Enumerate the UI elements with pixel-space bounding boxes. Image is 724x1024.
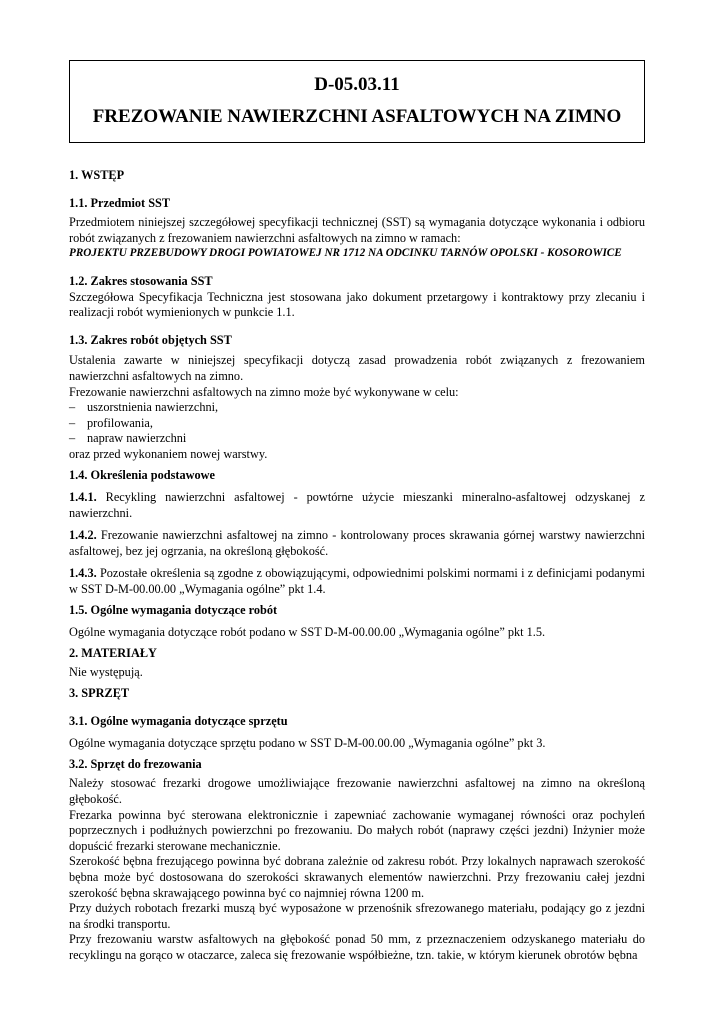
list-item-text: profilowania,: [87, 415, 153, 430]
definition-number: 1.4.2.: [69, 528, 97, 543]
paragraph-3-2-d: Przy dużych robotach frezarki muszą być wyposażone w przenośnik sfrezowanego materiału, podający go z jezdni na środki transportu.: [69, 901, 645, 931]
list-dash: –: [69, 431, 76, 446]
paragraph-1-3-b: Frezowanie nawierzchni asfaltowych na zimno może być wykonywane w celu:: [69, 384, 459, 399]
paragraph-1-5: Ogólne wymagania dotyczące robót podano w SST D-M-00.00.00 „Wymagania ogólne” pkt 1.5.: [69, 625, 546, 640]
subsection-heading-1-1: 1.1. Przedmiot SST: [69, 195, 171, 210]
paragraph-3-2-a: Należy stosować frezarki drogowe umożliwiające frezowanie nawierzchni asfaltowej na zimno na określoną głębokość.: [69, 776, 645, 806]
paragraph-3-2-b: Frezarka powinna być sterowana elektronicznie i zapewniać zachowanie wymaganej równości oraz pochyleń poprzecznych i podłużnych powierzchni po frezowaniu. Do małych robót (naprawy części jezdni) Inżynier może dopuścić frezarki sterowane mechanicznie.: [69, 807, 645, 853]
subsection-heading-1-4: 1.4. Określenia podstawowe: [69, 467, 215, 482]
document-body: [69, 168, 645, 964]
spec-code: D-05.03.11: [314, 74, 400, 95]
paragraph-1-1: Przedmiotem niniejszej szczegółowej specyfikacji technicznej (SST) są wymagania dotyczące wykonania i odbioru robót związanych z frezowaniem nawierzchni asfaltowych na zimno w ramach:: [69, 215, 645, 245]
definition-number: 1.4.3.: [69, 566, 97, 581]
definition-text: Frezowanie nawierzchni asfaltowej na zimno - kontrolowany proces skrawania górnej warstwy nawierzchni asfaltowej, bez jej ogrzania, na określoną głębokość.: [69, 528, 645, 558]
subsection-heading-3-2: 3.2. Sprzęt do frezowania: [69, 756, 202, 771]
section-heading-3: 3. SPRZĘT: [69, 686, 130, 701]
definition-text: Recykling nawierzchni asfaltowej - powtórne użycie mieszanki mineralno-asfaltowej odzyskanej z nawierzchni.: [69, 490, 645, 520]
definition-number: 1.4.1.: [69, 490, 97, 505]
paragraph-1-2: Szczegółowa Specyfikacja Techniczna jest stosowana jako dokument przetargowy i kontraktowy przy zlecaniu i realizacji robót wymienionych w punkcie 1.1.: [69, 289, 645, 320]
title-box: [69, 60, 645, 143]
paragraph-1-3-c: oraz przed wykonaniem nowej warstwy.: [69, 446, 268, 461]
list-item-text: napraw nawierzchni: [87, 431, 187, 446]
paragraph-1-3-a: Ustalenia zawarte w niniejszej specyfikacji dotyczą zasad prowadzenia robót związanych z frezowaniem nawierzchni asfaltowych na zimno.: [69, 353, 645, 383]
subsection-heading-3-1: 3.1. Ogólne wymagania dotyczące sprzętu: [69, 713, 288, 728]
document-page: [69, 60, 645, 964]
subsection-heading-1-5: 1.5. Ogólne wymagania dotyczące robót: [69, 602, 278, 617]
spec-title: FREZOWANIE NAWIERZCHNI ASFALTOWYCH NA ZIMNO: [92, 106, 622, 127]
list-dash: –: [69, 400, 76, 415]
list-item-text: uszorstnienia nawierzchni,: [87, 400, 219, 415]
list-item: [69, 416, 645, 432]
definition-1-4-3: [69, 566, 645, 597]
definition-1-4-1: [69, 490, 645, 521]
list-item: [69, 400, 645, 416]
definition-text: Pozostałe określenia są zgodne z obowiązującymi, odpowiednimi polskimi normami i z definicjami podanymi w SST D-M-00.00.00 „Wymagania ogólne” pkt 1.4.: [69, 566, 645, 597]
section-heading-2: 2. MATERIAŁY: [69, 645, 157, 660]
project-name: PROJEKTU PRZEBUDOWY DROGI POWIATOWEJ NR 1712 NA ODCINKU TARNÓW OPOLSKI - KOSOROWICE: [69, 247, 622, 260]
list-item: [69, 431, 645, 447]
list-dash: –: [69, 415, 76, 430]
paragraph-2: Nie występują.: [69, 665, 143, 680]
subsection-heading-1-3: 1.3. Zakres robót objętych SST: [69, 332, 232, 347]
definition-1-4-2: [69, 528, 645, 559]
paragraph-3-1: Ogólne wymagania dotyczące sprzętu podano w SST D-M-00.00.00 „Wymagania ogólne” pkt 3.: [69, 736, 546, 751]
section-heading-1: 1. WSTĘP: [69, 168, 125, 182]
paragraph-3-2-e: Przy frezowaniu warstw asfaltowych na głębokość ponad 50 mm, z przeznaczeniem odzyskanego materiału do recyklingu na gorąco w otaczarce, zaleca się frezowanie współbieżne, tzn. takie, w którym kierunek obrotów bębna: [69, 932, 645, 962]
subsection-heading-1-2: 1.2. Zakres stosowania SST: [69, 273, 213, 288]
paragraph-3-2-c: Szerokość bębna frezującego powinna być dobrana zależnie od zakresu robót. Przy lokalnych naprawach szerokość bębna może być dostosowana do szerokości skrawanych elementów nawierzchni. Przy frezowaniu całej jezdni szerokość bębna skrawającego powinna być co najmniej równa 1200 m.: [69, 854, 645, 900]
